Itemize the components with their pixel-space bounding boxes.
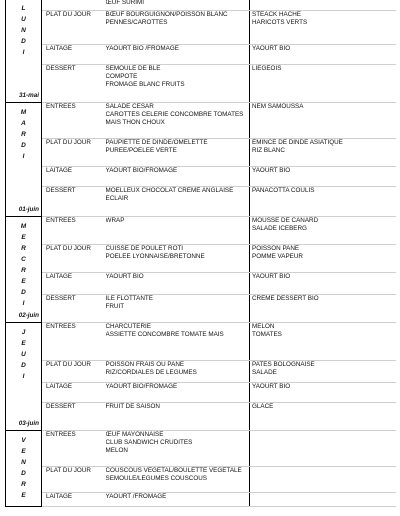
main-dish: MAIS THON CHOUX (105, 119, 165, 126)
course-label: DESSERT (42, 187, 104, 217)
day-letter: D (21, 470, 26, 477)
day-letter: R (21, 245, 26, 252)
course-label: ENTREES (42, 217, 104, 245)
menu-row (6, 323, 396, 361)
main-dish: ECLAIR (105, 195, 129, 202)
alternative-dish: NEM SAMOUSSA (252, 103, 304, 110)
alternative-menu-cell (250, 45, 396, 65)
main-menu-cell (104, 245, 250, 273)
main-menu-cell (104, 493, 250, 507)
main-dish: PAUPIETTE DE DINDE/OMELETTE (105, 139, 208, 146)
menu-row (6, 295, 396, 323)
main-menu-cell (104, 11, 250, 45)
main-dish: BŒUF BOURGUIGNON/POISSON BLANC (105, 11, 228, 18)
day-letter: R (21, 267, 26, 274)
main-dish: COMPOTE (105, 73, 138, 80)
course-label: PLAT DU JOUR (42, 361, 104, 383)
course-label: PLAT DU JOUR (42, 11, 104, 45)
menu-table (5, 0, 396, 507)
day-letter: N (21, 459, 26, 466)
alternative-dish: HARICOTS VERTS (252, 19, 308, 26)
menu-row (6, 403, 396, 431)
day-letter: I (22, 49, 25, 56)
menu-row (6, 431, 396, 467)
main-dish: RIZ/CORDIALES DE LEGUMES (105, 369, 197, 376)
alternative-dish: SALADE (252, 369, 277, 376)
alternative-dish: YAOURT BIO (252, 167, 291, 174)
main-dish: PUREE/POELEE VERTE (105, 147, 177, 154)
day-date: 03-juin (18, 420, 39, 427)
day-letter: U (21, 16, 26, 23)
menu-row (6, 103, 396, 139)
day-letter: D (21, 289, 26, 296)
day-letter: U (21, 351, 26, 358)
alternative-menu-cell (250, 217, 396, 245)
alternative-menu-cell (250, 167, 396, 187)
main-menu-cell (104, 167, 250, 187)
menu-row (6, 361, 396, 383)
menu-row (6, 245, 396, 273)
main-menu-cell (104, 403, 250, 431)
alternative-menu-cell (250, 295, 396, 323)
day-letter: R (21, 481, 26, 488)
day-letter: V (21, 437, 26, 444)
course-label (42, 0, 104, 11)
course-label: DESSERT (42, 403, 104, 431)
alternative-dish: PANACOTTA COULIS (252, 187, 315, 194)
menu-row (6, 273, 396, 295)
main-dish: WRAP (105, 217, 125, 224)
alternative-menu-cell (250, 431, 396, 467)
alternative-dish: RIZ BLANC (252, 147, 285, 154)
alternative-menu-cell (250, 383, 396, 403)
course-label: PLAT DU JOUR (42, 139, 104, 167)
day-letter: D (21, 142, 26, 149)
main-menu-cell (104, 103, 250, 139)
main-dish: CAROTTES CELERIE CONCOMBRE TOMATES (105, 111, 244, 118)
main-menu-cell (104, 187, 250, 217)
day-letter: D (21, 362, 26, 369)
main-dish: ŒUF MAYONNAISE (105, 431, 164, 438)
alternative-dish: MOUSSE DE CANARD (252, 217, 319, 224)
menu-row (6, 493, 396, 507)
day-letter: D (21, 38, 26, 45)
main-dish: FRUIT (105, 303, 125, 310)
main-dish: MELON (105, 447, 128, 454)
alternative-dish: PATES BOLOGNAISE (252, 361, 315, 368)
menu-row (6, 0, 396, 11)
alternative-menu-cell (250, 245, 396, 273)
alternative-dish: POISSON PANE (252, 245, 300, 252)
day-letter: I (22, 300, 25, 307)
day-name-vertical (8, 0, 39, 58)
alternative-dish: EMINCE DE DINDE ASIATIQUE (252, 139, 343, 146)
main-menu-cell (104, 323, 250, 361)
main-dish: CLUB SANDWICH CRUDITES (105, 439, 193, 446)
day-letter: I (22, 153, 25, 160)
alternative-dish: CREME DESSERT BIO (252, 295, 319, 302)
alternative-menu-cell (250, 361, 396, 383)
day-letter: E (21, 448, 26, 455)
alternative-dish: YAOURT BIO (252, 383, 291, 390)
menu-row (6, 65, 396, 103)
alternative-dish: LIEGEOIS (252, 65, 282, 72)
alternative-menu-cell (250, 467, 396, 493)
day-cell (6, 323, 42, 431)
day-letter: M (20, 223, 27, 230)
menu-row (6, 167, 396, 187)
day-date: 02-juin (18, 312, 39, 319)
alternative-menu-cell (250, 273, 396, 295)
menu-body (6, 0, 396, 507)
day-letter: C (21, 256, 26, 263)
main-menu-cell (104, 273, 250, 295)
day-letter: I (22, 373, 25, 380)
main-menu-cell (104, 65, 250, 103)
day-date: 31-mai (19, 92, 39, 99)
course-label: ENTREES (42, 103, 104, 139)
main-dish: YAOURT /FROMAGE (105, 493, 167, 500)
alternative-dish: SALADE ICEBERG (252, 225, 307, 232)
alternative-menu-cell (250, 323, 396, 361)
alternative-menu-cell (250, 403, 396, 431)
alternative-menu-cell (250, 139, 396, 167)
alternative-menu-cell (250, 103, 396, 139)
day-cell (6, 0, 42, 103)
day-letter: E (21, 492, 26, 499)
alternative-menu-cell (250, 65, 396, 103)
day-letter: E (21, 278, 26, 285)
main-menu-cell (104, 217, 250, 245)
day-letter: E (21, 340, 26, 347)
day-name-vertical (8, 217, 39, 309)
course-label: LAITAGE (42, 45, 104, 65)
main-dish: SEMOULE/LEGUMES COUSCOUS (105, 475, 207, 482)
course-label: DESSERT (42, 65, 104, 103)
menu-row (6, 187, 396, 217)
main-menu-cell (104, 0, 250, 11)
day-letter: E (21, 234, 26, 241)
main-dish: ILE FLOTTANTE (105, 295, 153, 302)
alternative-dish: YAOURT BIO (252, 45, 291, 52)
main-dish: YAOURT BIO/FROMAGE (105, 167, 178, 174)
course-label: ENTREES (42, 323, 104, 361)
day-name-vertical (8, 103, 39, 162)
day-name-vertical (8, 431, 39, 501)
course-label: LAITAGE (42, 493, 104, 507)
main-menu-cell (104, 139, 250, 167)
main-dish: CHARCUTERIE (105, 323, 151, 330)
alternative-dish: STEACK HACHE (252, 11, 301, 18)
menu-row (6, 11, 396, 45)
menu-row (6, 45, 396, 65)
alternative-dish: YAOURT BIO (252, 273, 291, 280)
alternative-menu-cell (250, 187, 396, 217)
main-dish: YAOURT BIO (105, 273, 144, 280)
main-menu-cell (104, 361, 250, 383)
day-letter: N (21, 27, 26, 34)
main-menu-cell (104, 45, 250, 65)
main-menu-cell (104, 467, 250, 493)
day-cell (6, 217, 42, 323)
main-dish: SALADE CESAR (105, 103, 154, 110)
alternative-dish: GLACE (252, 403, 274, 410)
main-menu-cell (104, 295, 250, 323)
main-dish: ASSIETTE CONCOMBRE TOMATE MAIS (105, 331, 224, 338)
menu-row (6, 383, 396, 403)
course-label: ENTREES (42, 431, 104, 467)
main-dish: YAOURT BIO/FROMAGE (105, 383, 178, 390)
main-dish: COUSCOUS VEGETAL/BOULETTE VEGETALE (105, 467, 242, 474)
main-dish: POISSON FRAIS OU PANE (105, 361, 185, 368)
day-letter: L (21, 5, 26, 12)
main-dish: SEMOULE DE BLE (105, 65, 161, 72)
course-label: LAITAGE (42, 383, 104, 403)
main-dish: POELEE LYONNAISE/BRETONNE (105, 253, 205, 260)
main-dish: ŒUF SURIMI (105, 0, 144, 6)
main-menu-cell (104, 383, 250, 403)
main-dish: PENNES/CAROTTES (105, 19, 168, 26)
day-letter: M (20, 109, 27, 116)
day-letter: R (21, 131, 26, 138)
menu-row (6, 217, 396, 245)
alternative-dish: MELON (252, 323, 275, 330)
day-letter: A (21, 120, 26, 127)
course-label: LAITAGE (42, 273, 104, 295)
alternative-dish: TOMATES (252, 331, 282, 338)
alternative-menu-cell (250, 493, 396, 507)
main-dish: FRUIT DE SAISON (105, 403, 160, 410)
menu-row (6, 139, 396, 167)
alternative-menu-cell (250, 11, 396, 45)
main-dish: YAOURT BIO /FROMAGE (105, 45, 179, 52)
day-name-vertical (8, 323, 39, 382)
course-label: LAITAGE (42, 167, 104, 187)
main-dish: CUISSE DE POULET ROTI (105, 245, 184, 252)
day-cell (6, 103, 42, 217)
day-letter: J (21, 329, 26, 336)
menu-row (6, 467, 396, 493)
day-cell (6, 431, 42, 507)
alternative-menu-cell (250, 0, 396, 11)
main-dish: MOELLEUX CHOCOLAT CREME ANGLAISE (105, 187, 234, 194)
main-menu-cell (104, 431, 250, 467)
main-dish: FROMAGE BLANC FRUITS (105, 81, 185, 88)
course-label: PLAT DU JOUR (42, 467, 104, 493)
course-label: DESSERT (42, 295, 104, 323)
day-date: 01-juin (18, 206, 39, 213)
course-label: PLAT DU JOUR (42, 245, 104, 273)
alternative-dish: POMME VAPEUR (252, 253, 303, 260)
